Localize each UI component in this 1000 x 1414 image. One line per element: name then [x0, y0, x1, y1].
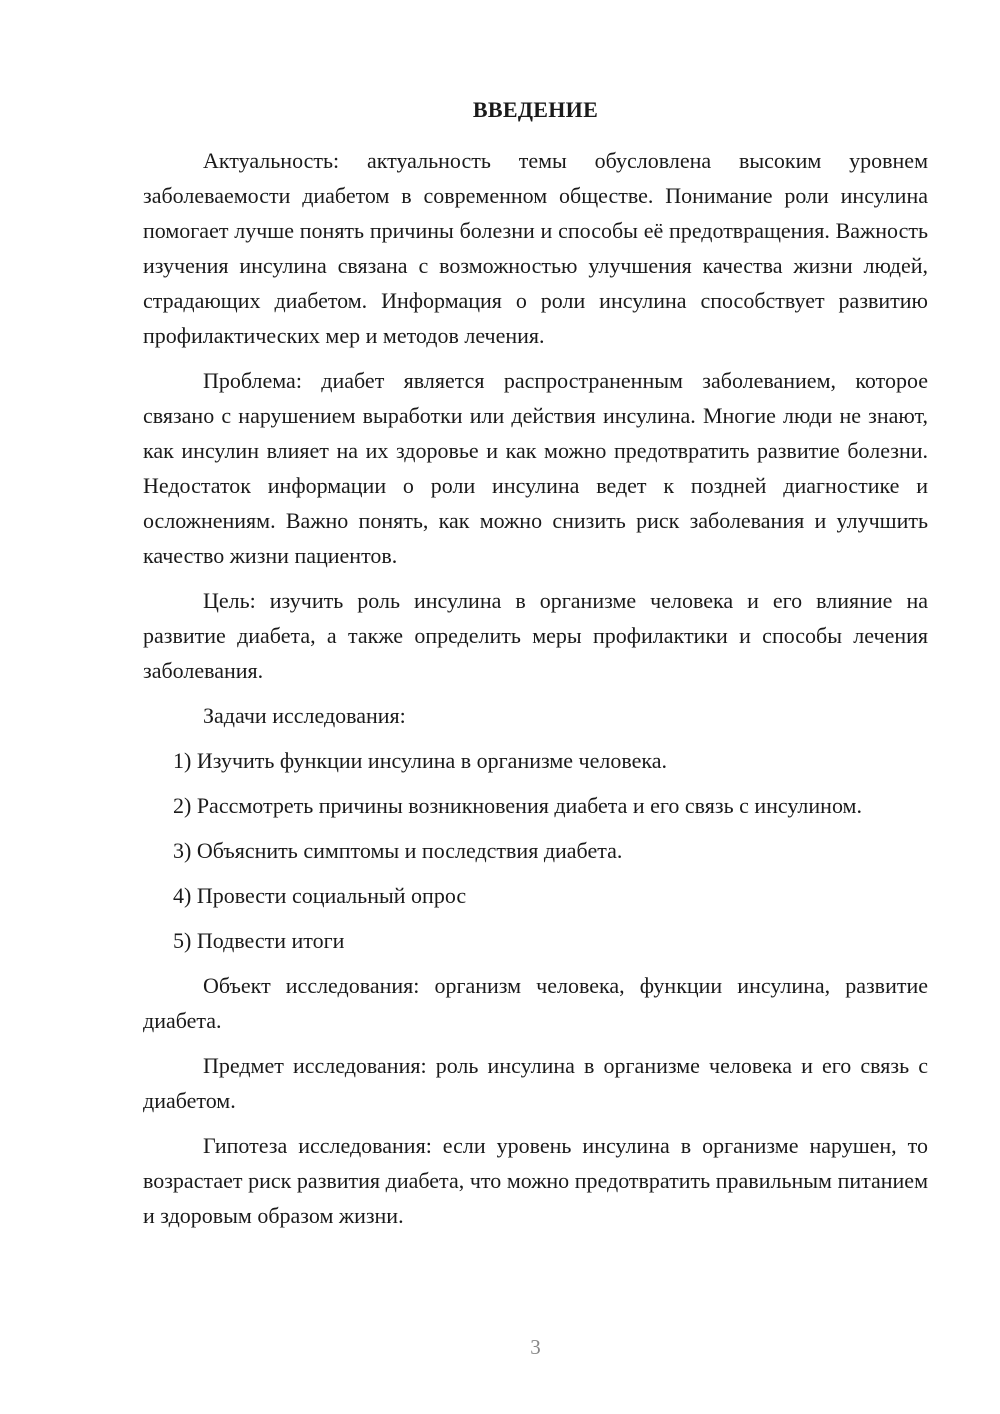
section-title: ВВЕДЕНИЕ — [472, 97, 599, 122]
task-item-4: 4) Провести социальный опрос — [173, 883, 467, 908]
task-item-2: 2) Рассмотреть причины возникновения диабета и его связь с инсулином. — [173, 793, 862, 818]
task-item-3: 3) Объяснить симптомы и последствия диабета. — [173, 838, 623, 863]
paragraph-subject: Предмет исследования: роль инсулина в организме человека и его связь с диабетом. — [143, 1053, 928, 1113]
tasks-heading: Задачи исследования: — [203, 703, 406, 728]
section-body — [143, 143, 928, 1243]
paragraph-object: Объект исследования: организм человека, функции инсулина, развитие диабета. — [143, 973, 928, 1033]
paragraph-relevance: Актуальность: актуальность темы обусловлена высоким уровнем заболеваемости диабетом в современном обществе. Понимание роли инсулина помогает лучше понять причины болезни и способы её предотвращения. Важность изучения инсулина связана с возможностью улучшения качества жизни людей, страдающих диабетом. Информация о роли инсулина способствует развитию профилактических мер и методов лечения. — [143, 148, 928, 348]
task-item-5: 5) Подвести итоги — [173, 928, 345, 953]
paragraph-problem: Проблема: диабет является распространенным заболеванием, которое связано с нарушением выработки или действия инсулина. Многие люди не знают, как инсулин влияет на их здоровье и как можно предотвратить развитие болезни. Недостаток информации о роли инсулина ведет к поздней диагностике и осложнениям. Важно понять, как можно снизить риск заболевания и улучшить качество жизни пациентов. — [143, 368, 928, 568]
page-number: 3 — [530, 1335, 541, 1359]
task-item-1: 1) Изучить функции инсулина в организме человека. — [173, 748, 668, 773]
paragraph-hypothesis: Гипотеза исследования: если уровень инсулина в организме нарушен, то возрастает риск развития диабета, что можно предотвратить правильным питанием и здоровым образом жизни. — [143, 1133, 928, 1228]
paragraph-goal: Цель: изучить роль инсулина в организме человека и его влияние на развитие диабета, а также определить меры профилактики и способы лечения заболевания. — [143, 588, 928, 683]
